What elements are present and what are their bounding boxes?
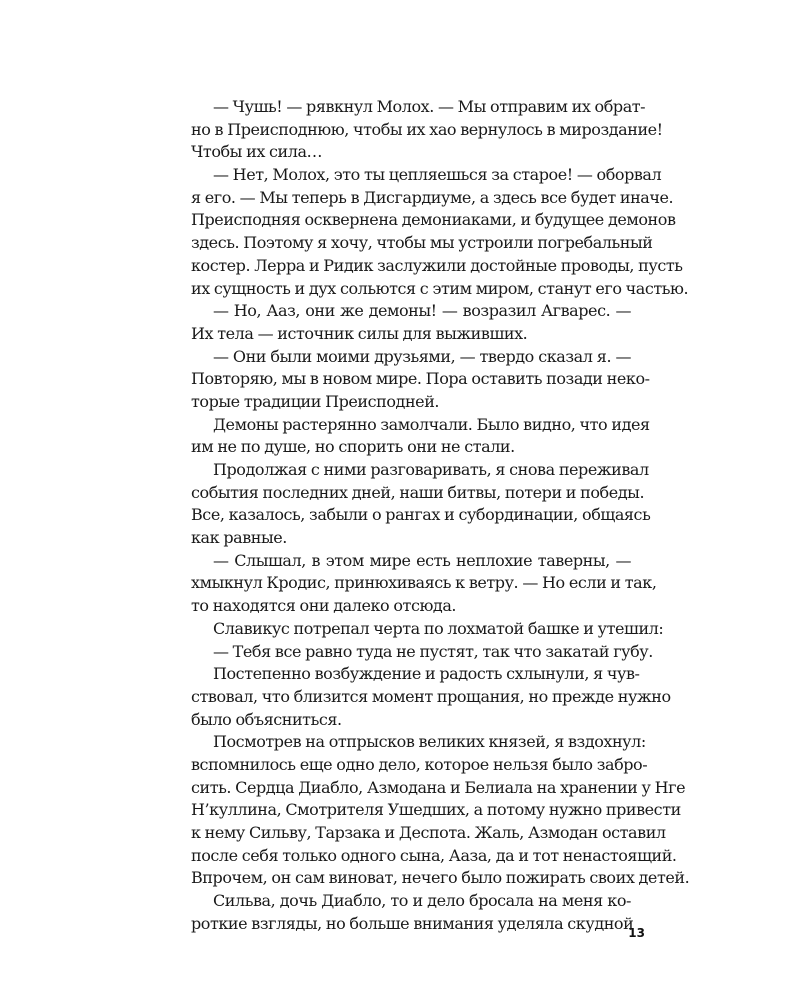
text-line: Славикус потрепал черта по лохматой башке и утешил: — [213, 618, 664, 638]
text-line: Повторяю, мы в новом мире. Пора оставить позади неко- — [191, 369, 650, 389]
text-line: то находятся они далеко отсюда. — [191, 596, 457, 616]
text-line: — Слышал, в этом мире есть неплохие таверны, — — [213, 550, 631, 570]
text-line: Преисподняя осквернена демониаками, и будущее демонов — [191, 210, 676, 230]
text-line: к нему Сильву, Тарзака и Деспота. Жаль, Азмодан оставил — [191, 823, 666, 842]
text-line: события последних дней, наши битвы, потери и победы. — [191, 482, 645, 502]
text-line: Сильва, дочь Диабло, то и дело бросала на меня ко- — [213, 891, 631, 911]
text-line: хмыкнул Кродис, принюхиваясь к ветру. — Но если и так, — [191, 573, 657, 593]
text-line: — Они были моими друзьями, — твердо сказал я. — — [213, 346, 631, 366]
text-line: — Но, Ааз, они же демоны! — возразил Агварес. — — [213, 301, 631, 321]
text-line: им не по душе, но спорить они не стали. — [191, 437, 515, 457]
text-line: здесь. Поэтому я хочу, чтобы мы устроили погребальный — [191, 233, 653, 253]
text-line: но в Преисподнюю, чтобы их хао вернулось в мироздание! — [191, 119, 663, 139]
text-line: я его. — Мы теперь в Дисгардиуме, а здесь все будет иначе. — [191, 187, 674, 207]
text-line: костер. Лерра и Ридик заслужили достойные проводы, пусть — [191, 255, 683, 275]
text-line: — Чушь! — рявкнул Молох. — Мы отправим их обрат- — [213, 97, 646, 116]
text-line: вспомнилось еще одно дело, которое нельзя было забро- — [191, 754, 648, 774]
text-line: Н’куллина, Смотрителя Ушедших, а потому нужно привести — [191, 800, 681, 820]
text-line: ствовал, что близится момент прощания, но прежде нужно — [191, 686, 671, 706]
text-line: торые традиции Преисподней. — [191, 391, 440, 411]
text-line: — Нет, Молох, это ты цепляешься за старое! — оборвал — [213, 165, 662, 185]
text-line: Чтобы их сила… — [191, 142, 323, 162]
text-line: Посмотрев на отпрысков великих князей, я вздохнул: — [213, 732, 646, 752]
page-number: 13 — [628, 926, 645, 940]
text-line: было объясниться. — [191, 709, 342, 729]
text-line: — Тебя все равно туда не пустят, так что закатай губу. — [213, 641, 653, 661]
text-line: Все, казалось, забыли о рангах и субординации, общаясь — [191, 505, 651, 525]
text-line: Их тела — источник силы для выживших. — [191, 323, 528, 343]
text-line: Продолжая с ними разговаривать, я снова переживал — [213, 460, 649, 479]
text-line: их сущность и дух сольются с этим миром, станут его частью. — [191, 278, 689, 298]
text-line: как равные. — [191, 528, 287, 548]
text-line: Постепенно возбуждение и радость схлынули, я чув- — [213, 664, 640, 684]
text-line: после себя только одного сына, Ааза, да и тот ненастоящий. — [191, 845, 677, 865]
text-line: Впрочем, он сам виноват, нечего было пожирать своих детей. — [191, 868, 690, 888]
text-line: Демоны растерянно замолчали. Было видно, что идея — [213, 414, 650, 434]
text-line: сить. Сердца Диабло, Азмодана и Белиала на хранении у Нге — [191, 777, 686, 797]
text-line: роткие взгляды, но больше внимания уделяла скудной — [191, 913, 634, 933]
